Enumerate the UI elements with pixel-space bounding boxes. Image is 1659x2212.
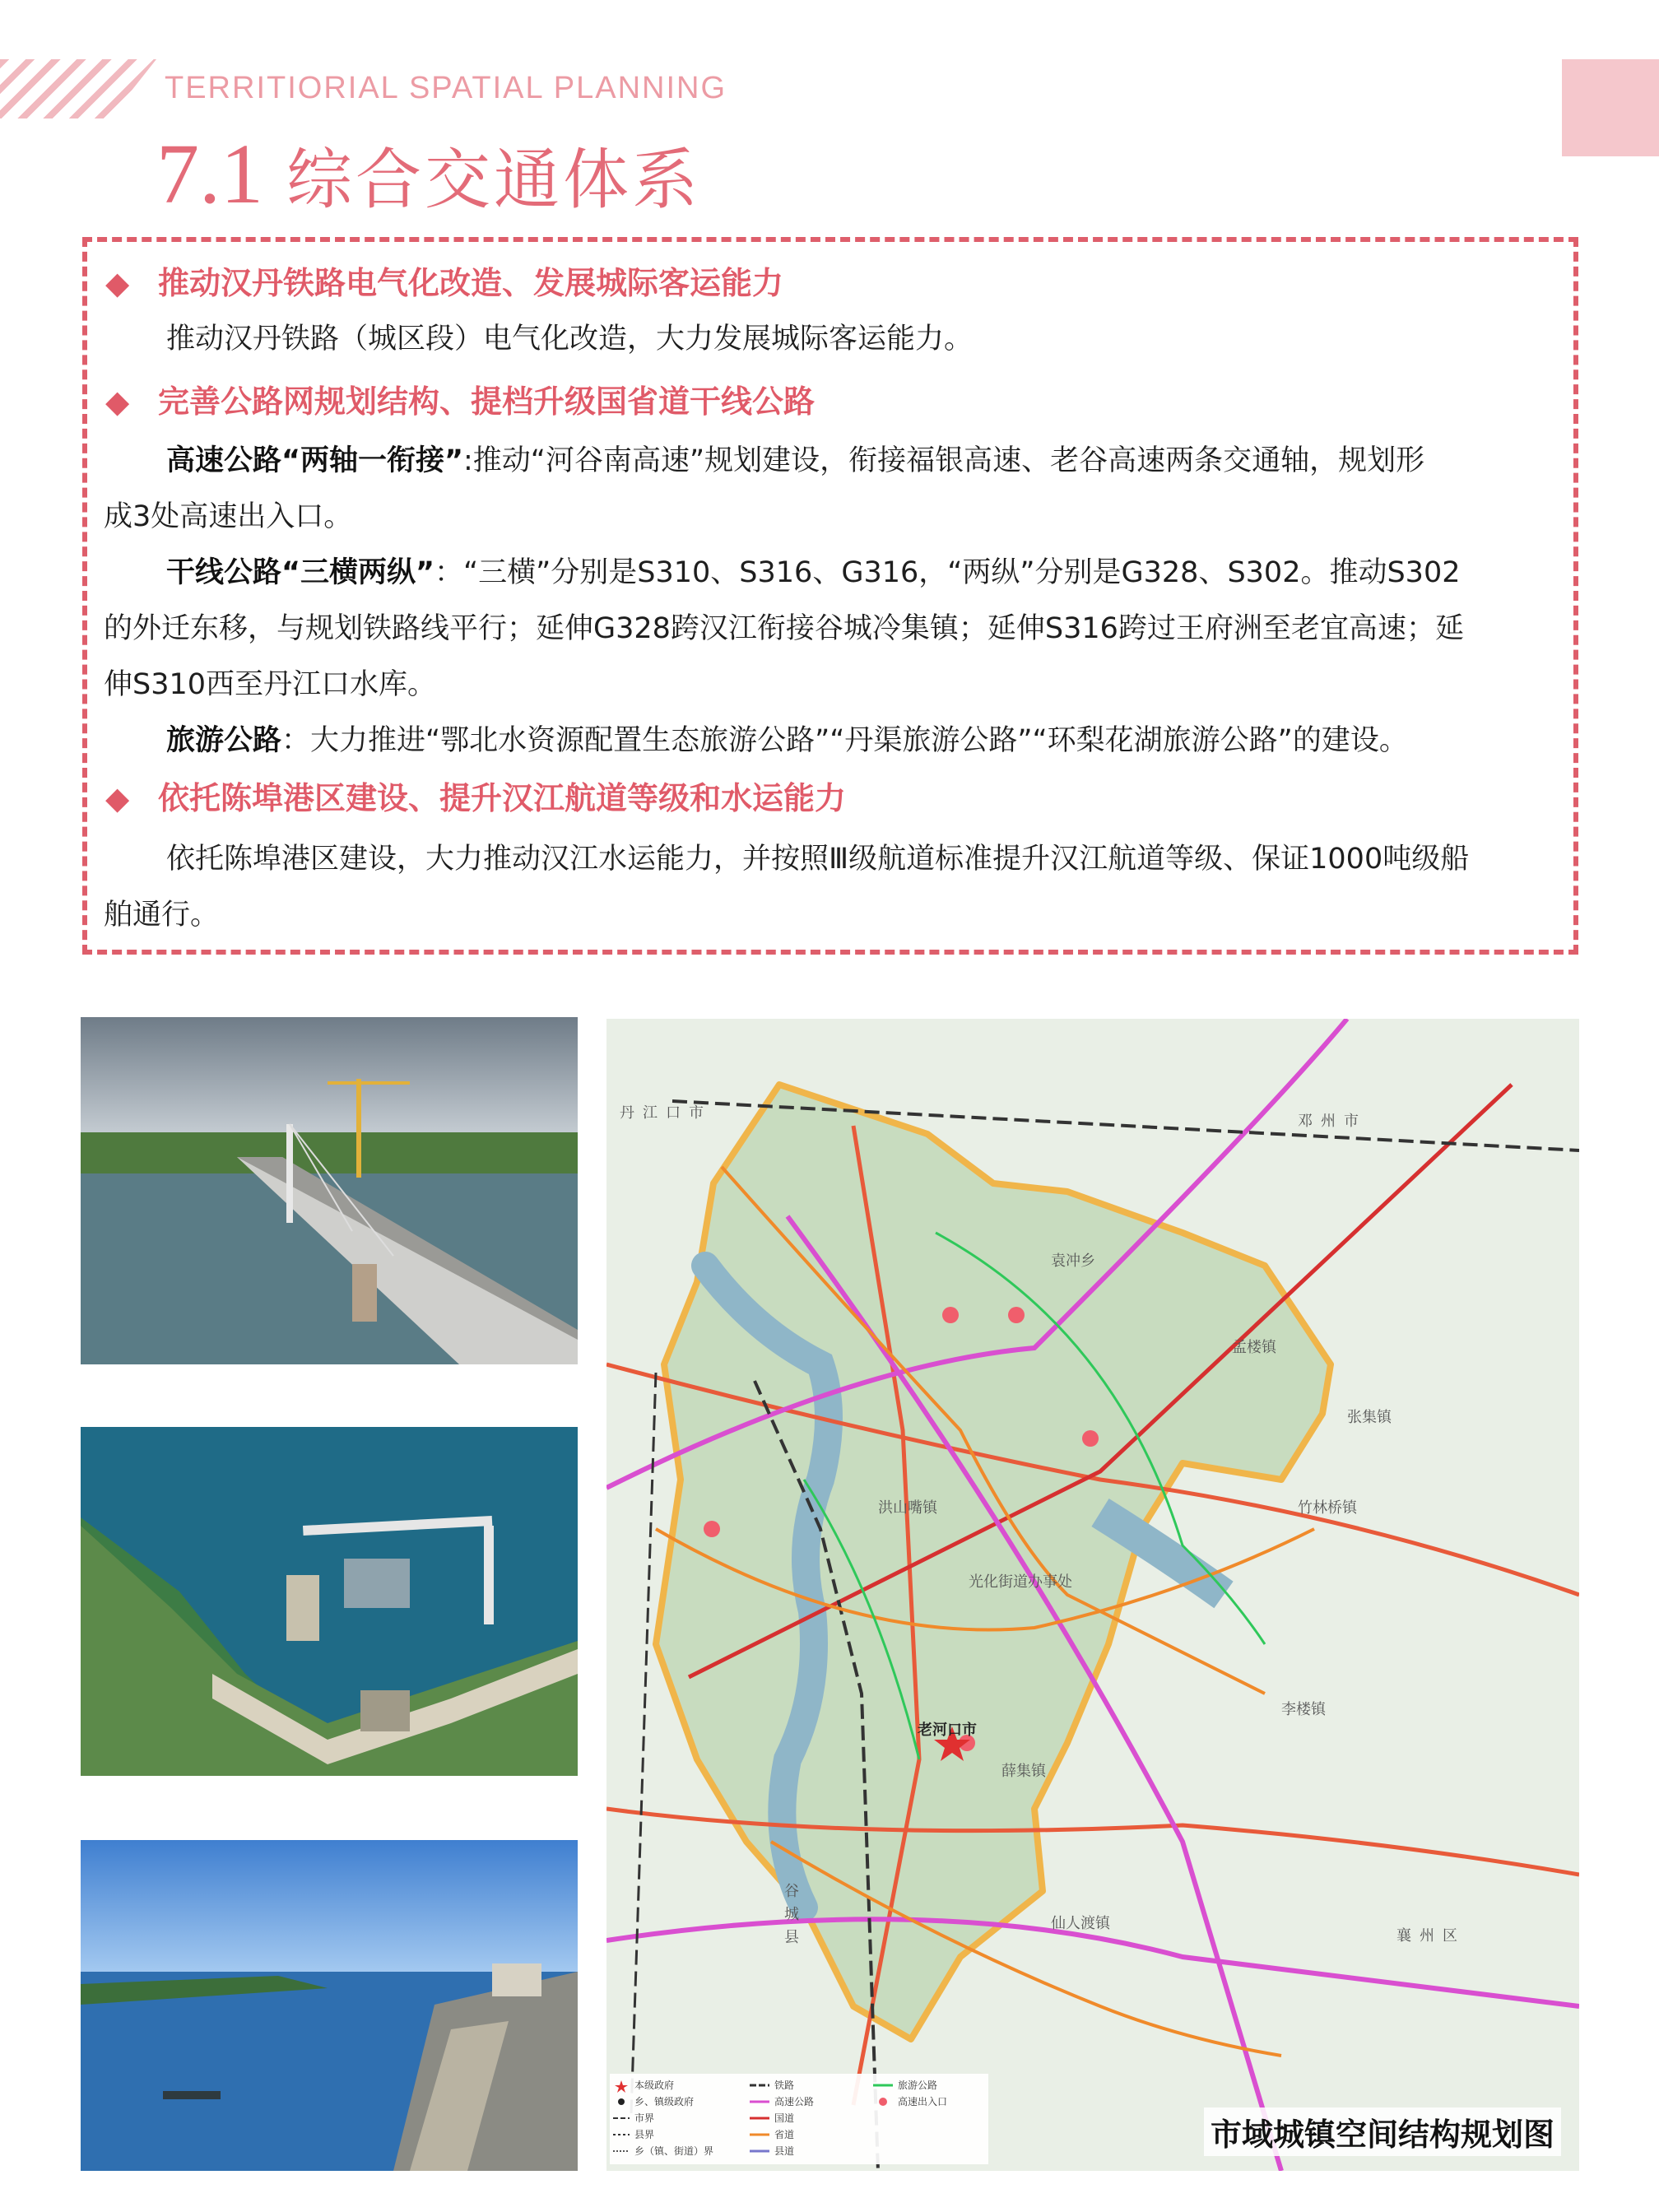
paragraph-expressway-line-2: 成3处高速出入口。 <box>104 500 353 533</box>
bridge-photo <box>81 1017 578 1364</box>
map-label-zhangji: 张集镇 <box>1347 1409 1392 1426</box>
legend-item: 旅游公路 <box>898 2080 938 2091</box>
legend-item: 铁路 <box>774 2080 795 2091</box>
tourism-road-label: 旅游公路 <box>166 724 282 757</box>
paragraph-waterway-line-2: 舶通行。 <box>104 899 220 932</box>
content-box <box>82 237 1578 955</box>
header-subtitle: TERRITIORIAL SPATIAL PLANNING <box>165 71 727 105</box>
map-label-guangtan: 光化街道办事处 <box>969 1573 1072 1591</box>
section-number: 7.1 <box>156 127 263 221</box>
expressway-label: 高速公路“两轴一衔接” <box>166 444 464 477</box>
map-label-jiangshan: 洪山嘴镇 <box>878 1499 937 1517</box>
legend-item: 高速出入口 <box>898 2096 948 2107</box>
map-label-xiangzhou: 襄州区 <box>1396 1927 1466 1945</box>
header-corner-block <box>1562 59 1659 156</box>
paragraph-trunk-line-3: 伸S310西至丹江口水库。 <box>104 668 437 701</box>
section-title: 综合交通体系 <box>286 142 701 218</box>
map-label-xianren: 仙人渡镇 <box>1051 1915 1110 1932</box>
paragraph-trunk-line-1: 干线公路“三横两纵”：“三横”分别是S310、S316、G316，“两纵”分别是G328、S302。推动S302 <box>166 556 1461 589</box>
map-label-xuezhen: 薛集镇 <box>1001 1763 1046 1780</box>
paragraph-expressway-line-1: 高速公路“两轴一衔接”:推动“河谷南高速”规划建设，衔接福银高速、老谷高速两条交通轴，规划形 <box>166 444 1425 477</box>
page-title <box>156 125 701 221</box>
legend-item: 县道 <box>774 2145 795 2157</box>
section-heading-railway: ◆ 推动汉丹铁路电气化改造、发展城际客运能力 <box>105 265 784 301</box>
map-label-liji: 李楼镇 <box>1281 1701 1326 1718</box>
legend-item: 市界 <box>634 2112 655 2124</box>
paragraph-tourism-road: 旅游公路：大力推进“鄂北水资源配置生态旅游公路”“丹渠旅游公路”“环梨花湖旅游公路”的建设。 <box>166 724 1408 757</box>
legend-item: 县界 <box>634 2129 655 2140</box>
spatial-structure-map <box>606 1019 1579 2171</box>
port-rendering-photo <box>81 1427 578 1776</box>
map-caption: 市域城镇空间结构规划图 <box>1204 2107 1561 2156</box>
map-label-gucheng: 谷城县 <box>782 1883 799 1952</box>
river-city-photo <box>81 1840 578 2171</box>
legend-item: 高速公路 <box>774 2096 815 2107</box>
section-heading-waterway: ◆ 依托陈埠港区建设、提升汉江航道等级和水运能力 <box>105 780 847 816</box>
map-label-danjiangkou: 丹江口市 <box>620 1104 712 1122</box>
section-heading-highway: ◆ 完善公路网规划结构、提档升级国省道干线公路 <box>105 383 816 420</box>
paragraph-waterway-line-1: 依托陈埠港区建设，大力推动汉江水运能力，并按照Ⅲ级航道标准提升汉江航道等级、保证1000吨级船 <box>166 843 1470 876</box>
paragraph-railway: 推动汉丹铁路（城区段）电气化改造，大力发展城际客运能力。 <box>166 323 974 356</box>
map-label-laohekou: 老河口市 <box>918 1722 977 1739</box>
legend-item: 本级政府 <box>634 2080 675 2091</box>
map-label-zhulin: 竹林桥镇 <box>1298 1499 1357 1517</box>
map-label-yuankou: 袁冲乡 <box>1051 1252 1095 1270</box>
legend-item: 乡（镇、街道）界 <box>634 2145 714 2157</box>
trunk-road-label: 干线公路“三横两纵” <box>166 556 435 589</box>
legend-item: 国道 <box>774 2112 795 2124</box>
legend-item: 乡、镇级政府 <box>634 2096 695 2107</box>
paragraph-trunk-line-2: 的外迁东移，与规划铁路线平行；延伸G328跨汉江衔接谷城冷集镇；延伸S316跨过王府洲至老宜高速；延 <box>104 612 1464 645</box>
map-legend <box>610 2074 988 2164</box>
map-label-dengzhou: 邓州市 <box>1298 1113 1367 1130</box>
legend-item: 省道 <box>774 2129 795 2140</box>
diamond-bullet-icon: ◆ <box>105 265 130 301</box>
diamond-bullet-icon: ◆ <box>105 780 130 816</box>
diamond-bullet-icon: ◆ <box>105 383 130 420</box>
header-hatch-decoration <box>0 59 156 118</box>
map-label-mengqiao: 孟楼镇 <box>1232 1339 1276 1356</box>
